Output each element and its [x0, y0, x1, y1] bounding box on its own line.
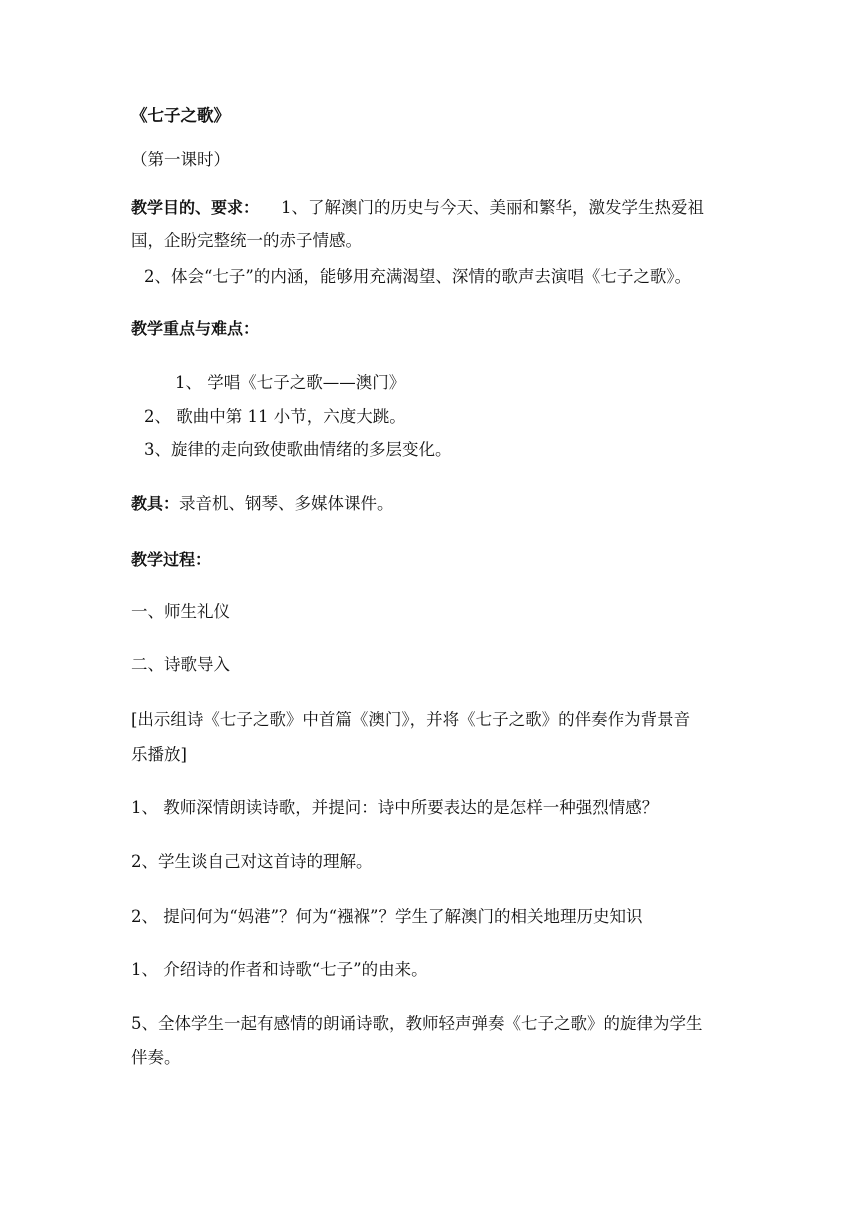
process-label: 教学过程： [131, 550, 212, 569]
document-title: 《七子之歌》 [131, 106, 230, 125]
process-note-line-2: 乐播放] [131, 745, 187, 764]
process-note-line-1: [出示组诗《七子之歌》中首篇《澳门》，并将《七子之歌》的伴奏作为背景音 [131, 710, 691, 729]
key-point-1: 1、 学唱《七子之歌——澳门》 [175, 373, 406, 392]
tools-line [131, 492, 394, 516]
process-paragraph-3: 2、 提问何为“妈港”？何为“襁褓”？学生了解澳门的相关地理历史知识 [131, 907, 643, 926]
process-paragraph-5-line-1: 5、全体学生一起有感情的朗诵诗歌，教师轻声弹奏《七子之歌》的旋律为学生 [131, 1014, 703, 1033]
document-subtitle: （第一课时） [131, 150, 230, 169]
process-paragraph-5-line-2: 伴奏。 [131, 1048, 181, 1067]
process-paragraph-4: 1、 介绍诗的作者和诗歌“七子”的由来。 [131, 960, 428, 979]
objectives-item1-text: 1、了解澳门的历史与今天、美丽和繁华，激发学生热爱祖 [281, 198, 705, 217]
process-step-1: 一、师生礼仪 [131, 602, 230, 621]
objectives-line-1 [131, 196, 704, 220]
objectives-item1-continuation: 国，企盼完整统一的赤子情感。 [131, 231, 362, 250]
process-paragraph-2: 2、学生谈自己对这首诗的理解。 [131, 852, 373, 871]
tools-text: 录音机、钢琴、多媒体课件。 [179, 494, 394, 513]
objectives-item2: 2、体会“七子”的内涵，能够用充满渴望、深情的歌声去演唱《七子之歌》。 [144, 267, 692, 286]
key-point-2: 2、 歌曲中第 11 小节，六度大跳。 [144, 407, 406, 426]
process-paragraph-1: 1、 教师深情朗读诗歌，并提问：诗中所要表达的是怎样一种强烈情感？ [131, 798, 659, 817]
process-step-2: 二、诗歌导入 [131, 655, 230, 674]
key-point-3: 3、旋律的走向致使歌曲情绪的多层变化。 [144, 440, 452, 459]
tools-label: 教具： [131, 494, 180, 513]
objectives-label: 教学目的、要求： [131, 198, 260, 217]
key-points-label: 教学重点与难点： [131, 319, 260, 338]
